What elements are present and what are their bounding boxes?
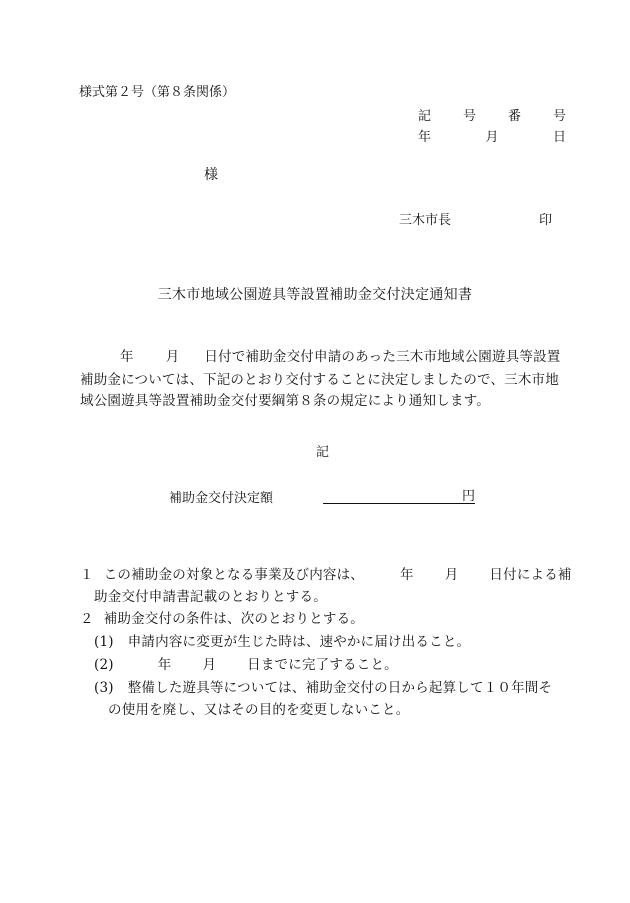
intro-text: 日付で補助金交付申請のあった三木市地域公園遊具等設置 <box>204 349 561 365</box>
sub-item-3-line-1 <box>94 676 552 696</box>
doc-date-day: 日 <box>552 130 566 145</box>
item-1-month: 月 <box>444 567 459 583</box>
document-date <box>418 126 566 145</box>
sub-item-3-number: (3) <box>94 680 114 696</box>
item-2-number: ２ <box>80 611 94 627</box>
doc-number-char: 記 <box>418 109 432 124</box>
item-2-line <box>80 607 364 627</box>
item-1-text-end: 日付による補 <box>489 567 572 583</box>
recipient-suffix: 様 <box>204 167 218 183</box>
intro-year: 年 <box>120 349 134 365</box>
doc-number-char: 号 <box>552 109 566 124</box>
sub-item-1-number: (1) <box>94 634 114 650</box>
sub-item-2-month: 月 <box>202 657 217 673</box>
sub-item-2-text: 日までに完了すること。 <box>247 657 398 673</box>
item-2-text: 補助金交付の条件は、次のとおりとする。 <box>103 611 365 627</box>
intro-line-3: 域公園遊具等設置補助金交付要綱第８条の規定により通知します。 <box>80 393 490 409</box>
item-1-number: １ <box>80 567 94 583</box>
form-label: 様式第２号（第８条関係） <box>79 85 236 100</box>
ki-heading: 記 <box>316 445 330 460</box>
item-1-year: 年 <box>400 567 414 583</box>
item-1-line-2: 助金交付申請書記載のとおりとする。 <box>94 589 327 605</box>
issuer-name: 三木市長 <box>399 213 452 228</box>
sub-item-3-line-2: の使用を廃し、又はその目的を変更しないこと。 <box>108 702 410 718</box>
amount-unit: 円 <box>461 489 475 504</box>
doc-number-char: 号 <box>462 109 476 124</box>
intro-line-1 <box>80 345 560 365</box>
sub-item-1 <box>94 630 470 650</box>
intro-line-2: 補助金については、下記のとおり交付することに決定しましたので、三木市地 <box>80 372 559 388</box>
sub-item-2-number: (2) <box>94 657 114 673</box>
amount-label: 補助金交付決定額 <box>169 491 274 506</box>
intro-month: 月 <box>165 349 180 365</box>
sub-item-3-text: 整備した遊具等については、補助金交付の日から起算して１０年間そ <box>127 680 553 696</box>
doc-date-month: 月 <box>485 130 499 145</box>
sub-item-1-text: 申請内容に変更が生じた時は、速やかに届け出ること。 <box>127 634 471 650</box>
seal-mark: 印 <box>539 213 553 228</box>
document-title: 三木市地域公園遊具等設置補助金交付決定通知書 <box>157 287 473 303</box>
item-1-line-1 <box>80 563 572 583</box>
sub-item-2-year: 年 <box>157 657 172 673</box>
document-number <box>418 105 566 124</box>
item-1-text: この補助金の対象となる事業及び内容は、 <box>103 567 365 583</box>
doc-date-year: 年 <box>418 130 432 145</box>
amount-field <box>323 485 475 504</box>
doc-number-char: 番 <box>507 109 521 124</box>
sub-item-2 <box>94 653 398 673</box>
